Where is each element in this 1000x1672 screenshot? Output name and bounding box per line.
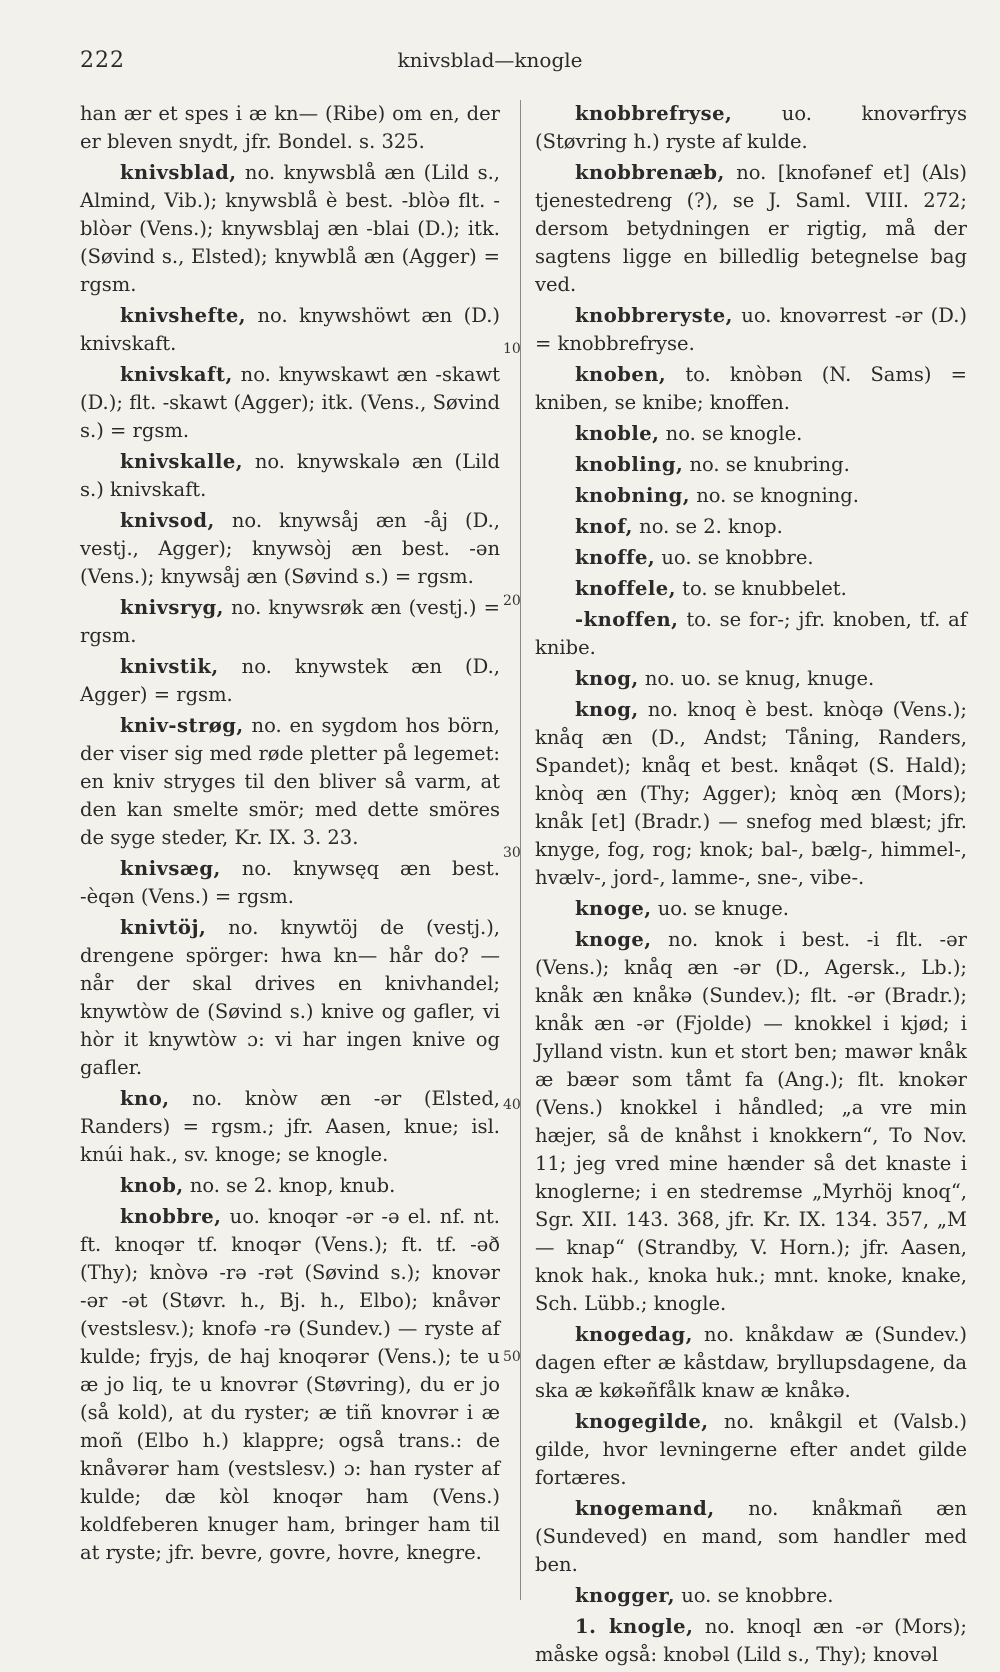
dictionary-entry: [535, 665, 967, 693]
dictionary-entry: [535, 302, 967, 358]
entry-text: to. knòbən (N. Sams) = kniben, se knibe; knoffen.: [535, 363, 967, 414]
running-head: knivsblad—knogle: [397, 48, 583, 72]
entry-headword: knogger,: [575, 1584, 676, 1607]
entry-headword: knobning,: [575, 484, 691, 507]
entry-text: no. knoql æn -ər (Mors); måske også: knobəl (Lild s., Thy); knovəl: [535, 1615, 967, 1666]
dictionary-entry: [80, 914, 500, 1082]
entry-text: no. se 2. knop, knub.: [183, 1174, 396, 1197]
entry-headword: knivskalle,: [120, 450, 244, 473]
entry-headword: knoben,: [575, 363, 667, 386]
dictionary-entry: [80, 448, 500, 504]
entry-headword: knog,: [575, 667, 639, 690]
dictionary-entry: [535, 1582, 967, 1610]
entry-text: no. knywskalə æn (Lild s.) knivskaft.: [80, 450, 500, 501]
entry-headword: knivstik,: [120, 655, 219, 678]
line-number: 20: [503, 593, 521, 609]
dictionary-entry: [535, 606, 967, 662]
entry-text: no. se knogning.: [690, 484, 859, 507]
entry-text: no. [knofənef et] (Als) tjenestedreng (?), se J. Saml. VIII. 272; dersom betydningen er rigtig, må der sagtens ligge en billedlig betegnelse bag ved.: [535, 161, 967, 296]
dictionary-entry: [80, 855, 500, 911]
dictionary-entry: [535, 926, 967, 1318]
entry-text: no. uo. se knug, knuge.: [638, 667, 875, 690]
entry-headword: knobbrenæb,: [575, 161, 725, 184]
dictionary-entry: [535, 1613, 967, 1669]
entry-headword: knivshefte,: [120, 304, 247, 327]
dictionary-entry: [80, 302, 500, 358]
entry-text: no. en sygdom hos börn, der viser sig med røde pletter på legemet: en kniv stryges til den bliver så varm, at den kan smelte smör; med dette smöres de syge steder, Kr. IX. 3. 23.: [80, 714, 500, 849]
entry-text: no. knywsrøk æn (vestj.) = rgsm.: [80, 596, 500, 647]
entry-headword: knoffe,: [575, 546, 656, 569]
entry-text: no. knywshöwt æn (D.) knivskaft.: [80, 304, 500, 355]
dictionary-entry: [80, 594, 500, 650]
entry-text: no. knywsåj æn -åj (D., vestj., Agger); knywsòj æn best. -ən (Vens.); knywsåj æn (Søvind s.) = rgsm.: [80, 509, 500, 588]
dictionary-entry: [535, 1321, 967, 1405]
dictionary-entry: [80, 653, 500, 709]
entry-headword: knivsæg,: [120, 857, 221, 880]
entry-text: no. knywsblå æn (Lild s., Almind, Vib.); knywsblå è best. -blòə flt. -blòər (Vens.); knywsblaj æn -blai (D.); itk. (Søvind s., Elsted); knywblå æn (Agger) = rgsm.: [80, 161, 500, 296]
entry-text: no. knåkmañ æn (Sundeved) en mand, som handler med ben.: [535, 1497, 967, 1576]
entry-headword: kno,: [120, 1087, 170, 1110]
dictionary-entry: [535, 482, 967, 510]
dictionary-entry: [535, 361, 967, 417]
entry-headword: 1. knogle,: [575, 1615, 694, 1638]
page-number: 222: [80, 48, 125, 73]
entry-headword: knof,: [575, 515, 633, 538]
entry-text: no. knok i best. -i flt. -ər (Vens.); knåq æn -ər (D., Agersk., Lb.); knåk æn knåkə (Sundev.); flt. -ər (Bradr.); knåk æn -ər (Fjolde) — knokkel i kjød; i Jylland vistn. kun et stort ben; mawər knåk æ bæər som tåmt fa (Ang.); flt. knokər (Vens.) knokkel i håndled; „a vre min hæjer, så de knåhst i knokkern“, To Nov. 11; jeg vred mine hænder så det knaste i knoglerne; i en stedremse „Myrhöj knoq“, Sgr. XII. 143. 368, jfr. Kr. IX. 134. 357, „M— knap“ (Strandby, V. Horn.); jfr. Aasen, knok hak., knoka huk.; mnt. knoke, knake, Sch. Lübb.; knogle.: [535, 928, 967, 1315]
entry-headword: knivtöj,: [120, 916, 207, 939]
entry-headword: knoffele,: [575, 577, 676, 600]
entry-headword: knoge,: [575, 928, 652, 951]
entry-headword: knobbreryste,: [575, 304, 733, 327]
dictionary-entry: [535, 696, 967, 892]
line-number: 30: [503, 845, 521, 861]
entry-text: uo. knoqər -ər -ə el. nf. nt. ft. knoqər tf. knoqər (Vens.); ft. tf. -əð (Thy); knòvə -rə -rət (Søvind s.); knovər -ər -ət (Støvr. h., Bj. h., Elbo); knåvər (vestslesv.); knofə -rə (Sundev.) — ryste af kulde; fryjs, de haj knoqərər (Vens.); te u æ jo liq, te u knovrər (Støvring), du er jo (så kold), at du ryster; æ tiñ knovrər i æ moñ (Elbo h.) klappre; også trans.: de knåvərər ham (vestslesv.) ɔ: han ryster af kulde; dæ kòl knoqər ham (Vens.) koldfeberen knuger ham, bringer ham til at ryste; jfr. bevre, govre, hovre, knegre.: [80, 1205, 500, 1564]
dictionary-entry: [535, 100, 967, 156]
right-column: [535, 100, 967, 1672]
dictionary-entry: [535, 575, 967, 603]
entry-text: no. knywstek æn (D., Agger) = rgsm.: [80, 655, 500, 706]
entry-headword: knob,: [120, 1174, 184, 1197]
dictionary-entry: [80, 100, 500, 156]
dictionary-entry: [535, 544, 967, 572]
dictionary-entry: [80, 712, 500, 852]
entry-text: uo. knovərfrys (Støvring h.) ryste af kulde.: [535, 102, 967, 153]
entry-headword: knobbrefryse,: [575, 102, 733, 125]
entry-headword: knogemand,: [575, 1497, 715, 1520]
entry-text: no. knywskawt æn -skawt (D.); flt. -skawt (Agger); itk. (Vens., Søvind s.) = rgsm.: [80, 363, 500, 442]
left-column: [80, 100, 500, 1570]
entry-text: no. se knubring.: [683, 453, 850, 476]
entry-text: uo. se knobbre.: [675, 1584, 834, 1607]
entry-text: no. knywtöj de (vestj.), drengene spörger: hwa kn— hår do? — når der skal drives en knivhandel; knywtòw de (Søvind s.) knive og gafler, vi hòr it knywtòw ɔ: vi har ingen knive og gafler.: [80, 916, 500, 1079]
line-number: 40: [503, 1097, 521, 1113]
entry-headword: knog,: [575, 698, 639, 721]
dictionary-entry: [80, 159, 500, 299]
entry-headword: knivsblad,: [120, 161, 237, 184]
entry-text: to. se for-; jfr. knoben, tf. af knibe.: [535, 608, 967, 659]
dictionary-entry: [535, 451, 967, 479]
entry-headword: knoge,: [575, 897, 652, 920]
entry-headword: knivsryg,: [120, 596, 224, 619]
dictionary-entry: [80, 1172, 500, 1200]
line-number: 10: [503, 341, 521, 357]
entry-headword: knivskaft,: [120, 363, 233, 386]
line-number: 50: [503, 1349, 521, 1365]
entry-text: no. se 2. knop.: [632, 515, 783, 538]
entry-headword: knobling,: [575, 453, 684, 476]
entry-headword: knivsod,: [120, 509, 215, 532]
entry-text: no. knoq è best. knòqə (Vens.); knåq æn (D., Andst; Tåning, Randers, Spandet); knåq et best. knåqət (S. Hald); knòq æn (Thy; Agger); knòq æn (Mors); knåk [et] (Bradr.) — snefog med blæst; jfr. knyge, fog, rog; knok; bal-, bælg-, himmel-, hvælv-, jord-, lamme-, sne-, vibe-.: [535, 698, 967, 889]
entry-text: uo. se knuge.: [651, 897, 789, 920]
dictionary-entry: [80, 1203, 500, 1567]
entry-headword: -knoffen,: [575, 608, 679, 631]
entry-headword: knoble,: [575, 422, 660, 445]
dictionary-entry: [80, 507, 500, 591]
entry-text: no. knåkgil et (Valsb.) gilde, hvor levningerne efter andet gilde fortæres.: [535, 1410, 967, 1489]
entry-headword: kniv-strøg,: [120, 714, 244, 737]
entry-text: no. knywsęq æn best. -èqən (Vens.) = rgsm.: [80, 857, 500, 908]
dictionary-entry: [535, 513, 967, 541]
entry-text: no. se knogle.: [659, 422, 803, 445]
dictionary-entry: [80, 361, 500, 445]
dictionary-entry: [535, 420, 967, 448]
dictionary-entry: [535, 1408, 967, 1492]
entry-text: to. se knubbelet.: [675, 577, 847, 600]
dictionary-entry: [535, 1495, 967, 1579]
entry-headword: knobbre,: [120, 1205, 222, 1228]
dictionary-entry: [80, 1085, 500, 1169]
dictionary-entry: [535, 895, 967, 923]
page-header: [80, 48, 960, 84]
entry-text: uo. se knobbre.: [655, 546, 814, 569]
dictionary-entry: [535, 159, 967, 299]
entry-text: uo. knovərrest -ər (D.) = knobbrefryse.: [535, 304, 967, 355]
entry-headword: knogedag,: [575, 1323, 693, 1346]
entry-text: no. knåkdaw æ (Sundev.) dagen efter æ kåstdaw, bryllupsdagene, da ska æ køkəñfålk knaw æ knåkə.: [535, 1323, 967, 1402]
entry-headword: knogegilde,: [575, 1410, 709, 1433]
entry-text: han ær et spes i æ kn— (Ribe) om en, der er bleven snydt, jfr. Bondel. s. 325.: [80, 102, 500, 153]
entry-text: no. knòw æn -ər (Elsted, Randers) = rgsm.; jfr. Aasen, knue; isl. knúi hak., sv. knoge; se knogle.: [80, 1087, 500, 1166]
